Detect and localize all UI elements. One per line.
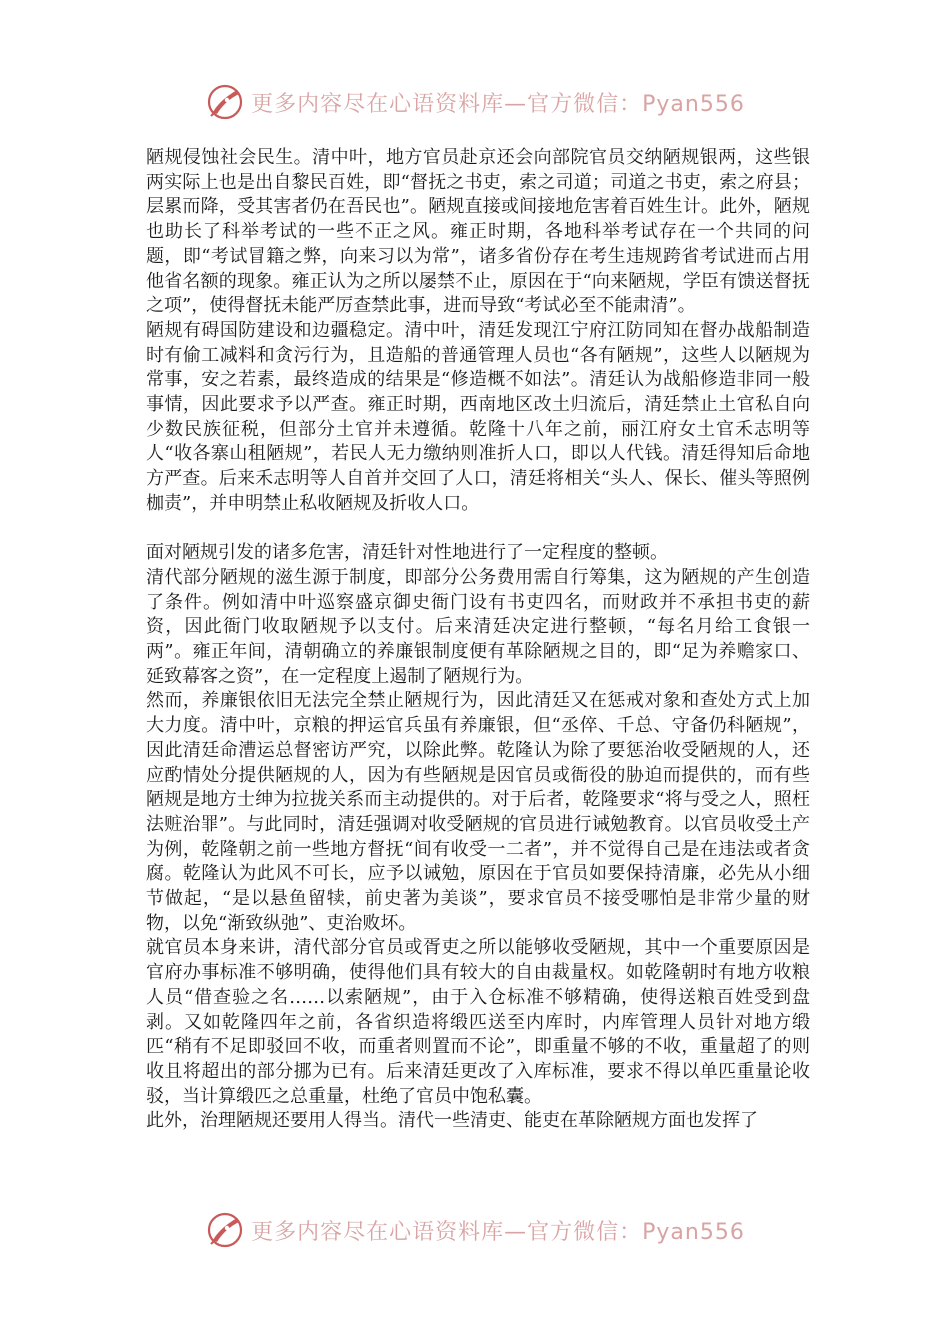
document-body [146, 146, 810, 1134]
paragraph-2: 陋规有碍国防建设和边疆稳定。清中叶，清廷发现江宁府江防同知在督办战船制造时有偷工减料和贪污行为，且造船的普通管理人员也“各有陋规”，这些人以陋规为常事，安之若素，最终造成的结果是“修造概不如法”。清廷认为战船修造非同一般事情，因此要求予以严查。雍正时期，西南地区改土归流后，清廷禁止土官私自向少数民族征税，但部分土官并未遵循。乾隆十八年之前，丽江府女土官禾志明等人“收各寨山租陋规”，若民人无力缴纳则准折人口，即以人代钱。清廷得知后命地方严查。后来禾志明等人自首并交回了人口，清廷将相关“头人、保长、催头等照例枷责”，并申明禁止私收陋规及折收人口。 [146, 319, 810, 514]
paragraph-7: 此外，治理陋规还要用人得当。清代一些清吏、能吏在革除陋规方面也发挥了 [146, 1110, 758, 1132]
paragraph-5: 然而，养廉银依旧无法完全禁止陋规行为，因此清廷又在惩戒对象和查处方式上加大力度。清中叶，京粮的押运官兵虽有养廉银，但“丞倅、千总、守备仍科陋规”，因此清廷命漕运总督密访严究，以除此弊。乾隆认为除了要惩治收受陋规的人，还应酌情处分提供陋规的人，因为有些陋规是因官员或衙役的胁迫而提供的，而有些陋规是地方士绅为拉拢关系而主动提供的。对于后者，乾隆要求“将与受之人，照枉法赃治罪”。与此同时，清廷强调对收受陋规的官员进行诫勉教育。以官员收受土产为例，乾隆朝之前一些地方督抚“间有收受一二者”，并不觉得自己是在违法或者贪腐。乾隆认为此风不可长，应予以诫勉，原因在于官员如要保持清廉，必先从小细节做起，“是以悬鱼留犊，前史著为美谈”，要求官员不接受哪怕是非常少量的财物，以免“渐致纵弛”、吏治败坏。 [146, 690, 810, 934]
paragraph-1: 陋规侵蚀社会民生。清中叶，地方官员赴京还会向部院官员交纳陋规银两，这些银两实际上也是出自黎民百姓，即“督抚之书吏，索之司道；司道之书吏，索之府县；层累而降，受其害者仍在吾民也”。陋规直接或间接地危害着百姓生计。此外，陋规也助长了科举考试的一些不正之风。雍正时期，各地科举考试存在一个共同的问题，即“考试冒籍之弊，向来习以为常”，诸多省份存在考生违规跨省考试进而占用他省名额的现象。雍正认为之所以屡禁不止，原因在于“向来陋规，学臣有馈送督抚之项”，使得督抚未能严厉查禁此事，进而导致“考试必至不能肃清”。 [146, 147, 810, 317]
header-banner [0, 80, 950, 124]
pen-nib-logo-icon [205, 82, 245, 122]
pen-nib-logo-icon [205, 1210, 245, 1250]
footer-banner [0, 1208, 950, 1252]
paragraph-4: 清代部分陋规的滋生源于制度，即部分公务费用需自行筹集，这为陋规的产生创造了条件。例如清中叶巡察盛京御史衙门设有书吏四名，而财政并不承担书吏的薪资，因此衙门收取陋规予以支付。后来清廷决定进行整顿，“每名月给工食银一两”。雍正年间，清朝确立的养廉银制度便有革除陋规之目的，即“足为养赡家口、延致幕客之资”，在一定程度上遏制了陋规行为。 [146, 566, 810, 687]
header-banner-text: 更多内容尽在心语资料库—官方微信：Pyan556 [251, 91, 745, 117]
paragraph-6: 就官员本身来讲，清代部分官员或胥吏之所以能够收受陋规，其中一个重要原因是官府办事标准不够明确，使得他们具有较大的自由裁量权。如乾隆朝时有地方收粮人员“借查验之名……以索陋规”，由于入仓标准不够精确，使得送粮百姓受到盘剥。又如乾隆四年之前，各省织造将缎匹送至内库时，内库管理人员针对地方缎匹“稍有不足即驳回不收，而重者则置而不论”，即重量不够的不收，重量超了的则收且将超出的部分挪为已有。后来清廷更改了入库标准，要求不得以单匹重量论收驳，当计算缎匹之总重量，杜绝了官员中饱私囊。 [146, 937, 810, 1107]
paragraph-3: 面对陋规引发的诸多危害，清廷针对性地进行了一定程度的整顿。 [146, 542, 668, 564]
footer-banner-text: 更多内容尽在心语资料库—官方微信：Pyan556 [251, 1219, 745, 1245]
paragraph-gap [146, 517, 810, 542]
